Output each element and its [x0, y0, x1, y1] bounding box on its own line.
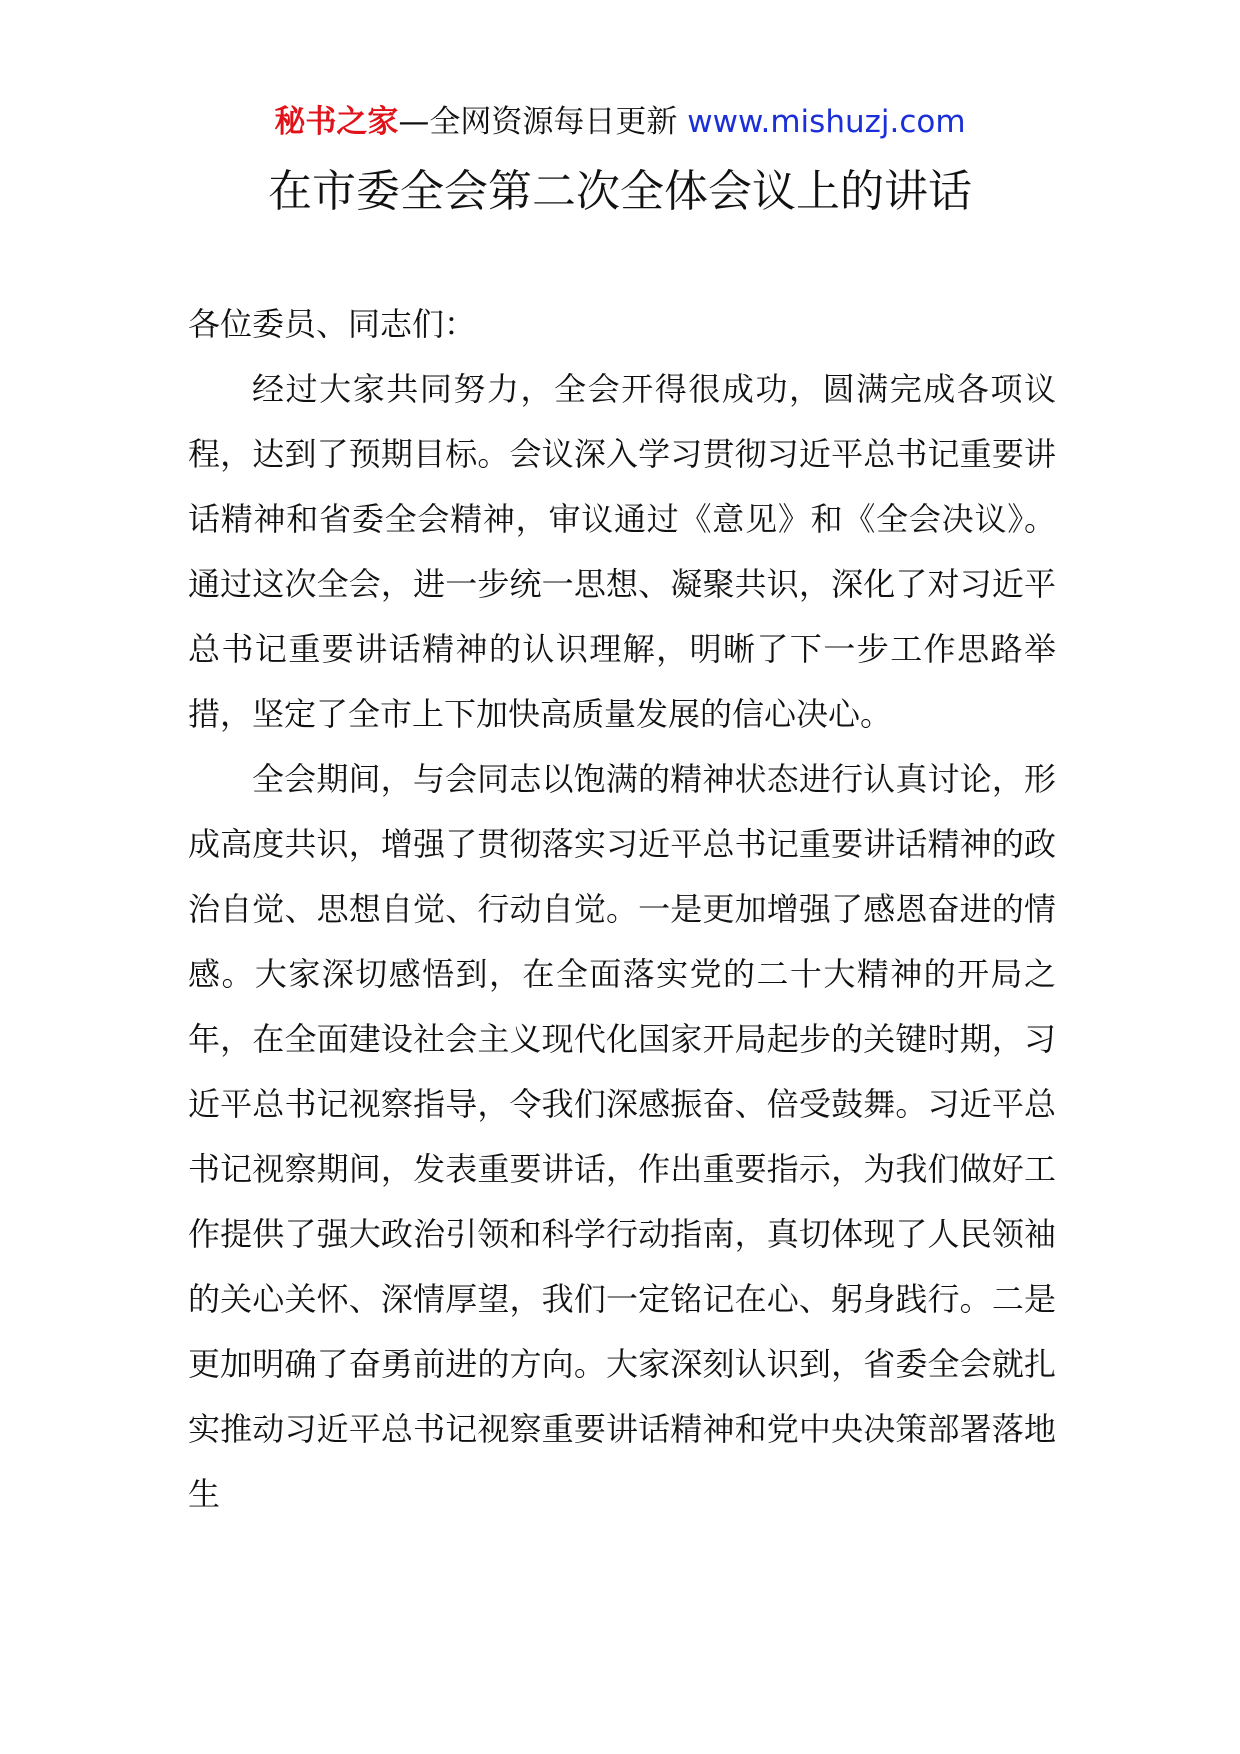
- site-header: [0, 100, 1240, 144]
- site-url-link[interactable]: www.mishuzj.com: [687, 104, 966, 140]
- document-body: [188, 292, 1056, 1527]
- document-title: 在市委全会第二次全体会议上的讲话: [268, 166, 972, 217]
- salutation: 各位委员、同志们：: [188, 305, 477, 343]
- site-slogan: —全网资源每日更新: [398, 104, 688, 140]
- site-brand: 秘书之家: [274, 104, 399, 140]
- body-paragraph: 全会期间，与会同志以饱满的精神状态进行认真讨论，形成高度共识，增强了贯彻落实习近平总书记重要讲话精神的政治自觉、思想自觉、行动自觉。一是更加增强了感恩奋进的情感。大家深切感悟到，在全面落实党的二十大精神的开局之年，在全面建设社会主义现代化国家开局起步的关键时期，习近平总书记视察指导，令我们深感振奋、倍受鼓舞。习近平总书记视察期间，发表重要讲话，作出重要指示，为我们做好工作提供了强大政治引领和科学行动指南，真切体现了人民领袖的关心关怀、深情厚望，我们一定铭记在心、躬身践行。二是更加明确了奋勇前进的方向。大家深刻认识到，省委全会就扎实推动习近平总书记视察重要讲话精神和党中央决策部署落地生: [188, 760, 1056, 1513]
- body-paragraph: 经过大家共同努力，全会开得很成功，圆满完成各项议程，达到了预期目标。会议深入学习贯彻习近平总书记重要讲话精神和省委全会精神，审议通过《意见》和《全会决议》。通过这次全会，进一步统一思想、凝聚共识，深化了对习近平总书记重要讲话精神的认识理解，明晰了下一步工作思路举措，坚定了全市上下加快高质量发展的信心决心。: [188, 370, 1056, 733]
